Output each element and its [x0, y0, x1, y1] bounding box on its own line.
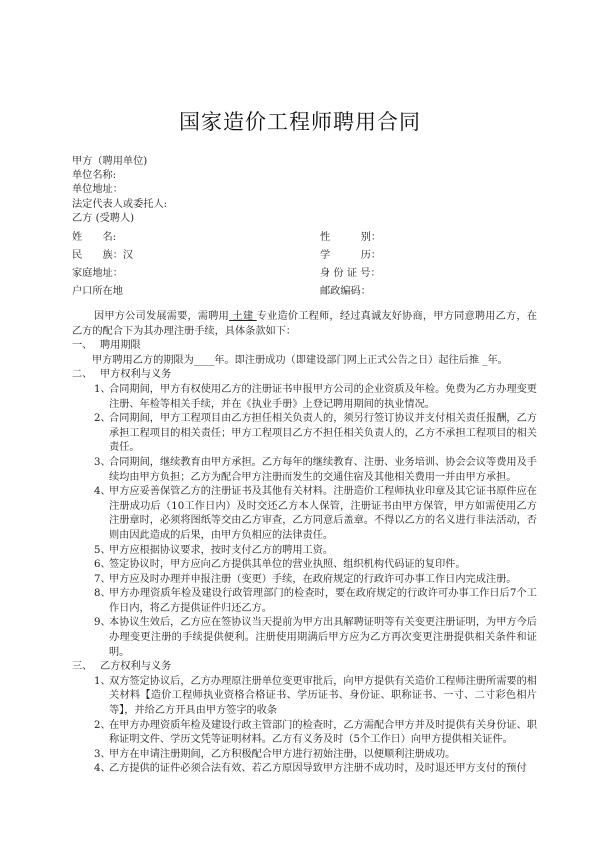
- party-b-heading: 乙方 (受聘人): [72, 212, 135, 224]
- section-heading: [72, 368, 537, 383]
- clause-text: 合同期间，甲方工程项目由乙方担任相关负责人的，须另行签订协议并支付相关责任报酬，乙方承担工程项目的相关责任；甲方工程项目乙方不担任相关负责人的，乙方不承担工程项目的相关责任。: [109, 413, 537, 454]
- specialty-value: 土建: [229, 311, 257, 322]
- clause-item: [72, 748, 537, 763]
- sections: [72, 339, 537, 777]
- document-title: 国家造价工程师聘用合同: [179, 110, 421, 134]
- clause-number: 3、: [94, 456, 111, 468]
- clause-number: 2、: [94, 719, 111, 731]
- clause-item: [72, 762, 537, 777]
- section-title: 甲方权利与义务: [100, 369, 172, 381]
- clause-item: [72, 456, 537, 485]
- clause-text: 甲方应妥善保管乙方的注册证书及其他有关材料。注册造价工程师执业印章及其它证书原件应在注册成功后（10工作日内）及时交还乙方本人保管，注册证书由甲方保管，甲方如需使用乙方注册章时，必须将图纸等交由乙方审查，乙方同意后盖章。不得以乙方的名义进行非法活动，否则由因此造成的后果，由甲方负相应的法律责任。: [109, 486, 537, 541]
- clause-text: 甲方办理资质年检及建设行政管理部门的检查时，要在政府规定的行政许可办事工作日后7个工作日内，将乙方提供证件归还乙方。: [109, 588, 537, 614]
- party-a-block: [72, 155, 167, 226]
- unit-name-label: 单位名称:: [72, 170, 117, 182]
- section-title: 乙方权利与义务: [100, 661, 172, 673]
- clause-number: 8、: [94, 588, 111, 600]
- education-label: 学 历：: [320, 250, 382, 261]
- clause-text: 签定协议时，甲方应向乙方提供其单位的营业执照、组织机构代码证的复印件。: [109, 559, 466, 571]
- gender-label: 性 别：: [320, 232, 382, 243]
- clause-text: 双方签定协议后，乙方办理原注册单位变更审批后，向甲方提供有关造价工程师注册所需要的相关材料【造价工程师执业资格合格证书、学历证书、身份证、职称证书、一寸、二寸彩色相片等】，并给乙方开具由甲方签字的收条: [109, 675, 537, 717]
- clause-text: 合同期间，甲方有权使用乙方的注册证书申报甲方公司的企业资质及年检。免费为乙方办理变更注册、年检等相关手续，并在《执业手册》上登记聘用期间的执业情况。: [109, 383, 537, 410]
- clause-text: 甲方应及时办理并申报注册（变更）手续，在政府规定的行政许可办事工作日内完成注册。: [109, 573, 517, 585]
- clause-number: 3、: [94, 748, 111, 760]
- clause-item: [72, 485, 537, 543]
- clause-text: 本协议生效后，乙方应在签协议当天提前为甲方出具解聘证明等有关变更注册证明，为甲方今后办理变更注册的手续提供便利。注册使用期满后甲方应为乙方再次变更注册提供相关条件和证明。: [109, 617, 537, 658]
- section-number: 一、: [72, 340, 93, 352]
- field-row: [72, 282, 532, 300]
- clause-text: 甲方应根据协议要求，按时支付乙方的聘用工资。: [109, 544, 334, 556]
- section-text: 甲方聘用乙方的期限为____年。即注册成功（即建设部门网上正式公告之日）起往后推 _年。: [92, 354, 508, 366]
- household-label: 户口所在地: [72, 286, 123, 297]
- section-heading: [72, 339, 537, 354]
- clause-item: [72, 587, 537, 616]
- ethnicity-label: 民 族：汉: [72, 250, 134, 261]
- clause-text: 合同期间，继续教育由甲方承担。乙方每年的继续教育、注册、业务培训、协会会议等费用及手续均由甲方负担；乙方为配合甲方注册而发生的交通住宿及其他相关费用一并由甲方承担。: [109, 456, 537, 483]
- id-number-label: 身 份 证 号：: [320, 268, 381, 279]
- intro-pre: 因甲方公司发展需要，需聘用: [94, 311, 230, 322]
- clause-number: 5、: [94, 544, 111, 556]
- intro-paragraph: [72, 310, 537, 339]
- contract-body: [72, 310, 537, 777]
- clause-item: [72, 573, 537, 588]
- clause-item: [72, 544, 537, 559]
- intro-post: 专业造价工程师，经过真诚友好协商，甲方同意聘用乙方，在乙方的配合下为其办理注册手续，具体条款如下：: [72, 311, 538, 337]
- field-row: [72, 264, 532, 282]
- clause-item: [72, 383, 537, 412]
- section-heading: [72, 660, 537, 675]
- clause-text: 乙方提供的证件必须合法有效、若乙方原因导致甲方注册不成功时，及时退还甲方支付的预付: [109, 763, 527, 775]
- clause-item: [72, 558, 537, 573]
- clause-item: [72, 412, 537, 456]
- party-b-fields: [72, 228, 532, 300]
- party-a-heading: 甲方（聘用单位): [72, 156, 148, 167]
- clause-item: [72, 616, 537, 660]
- clause-text: 在甲方办理资质年检及建设行政主管部门的检查时，乙方需配合甲方并及时提供有关身份证、职称证明文件、学历文凭等证明材料。乙方有义务及时（5个工作日）向甲方提供相关证件。: [109, 719, 537, 746]
- clause-text: 甲方在申请注册期间，乙方积极配合甲方进行初始注册，以便顺利注册成功。: [109, 748, 456, 760]
- clause-number: 1、: [94, 383, 111, 395]
- postal-code-label: 邮政编码：: [320, 286, 371, 297]
- clause-item: [72, 675, 537, 719]
- section-title: 聘用期限: [100, 340, 141, 352]
- clause-number: 4、: [94, 763, 111, 775]
- field-row: [72, 228, 532, 246]
- clause-number: 4、: [94, 486, 111, 498]
- clause-number: 1、: [94, 675, 111, 687]
- clause-item: [72, 719, 537, 748]
- home-address-label: 家庭地址：: [72, 268, 123, 279]
- section-number: 三、: [72, 661, 93, 673]
- name-label: 姓 名:: [72, 232, 117, 243]
- clause-number: 9、: [94, 617, 111, 629]
- clause-number: 6、: [94, 559, 111, 571]
- clause-number: 2、: [94, 413, 111, 425]
- section-number: 二、: [72, 369, 93, 381]
- clause-number: 7、: [94, 573, 111, 585]
- legal-rep-label: 法定代表人或委托人:: [72, 198, 168, 210]
- field-row: [72, 246, 532, 264]
- unit-address-label: 单位地址：: [72, 184, 123, 196]
